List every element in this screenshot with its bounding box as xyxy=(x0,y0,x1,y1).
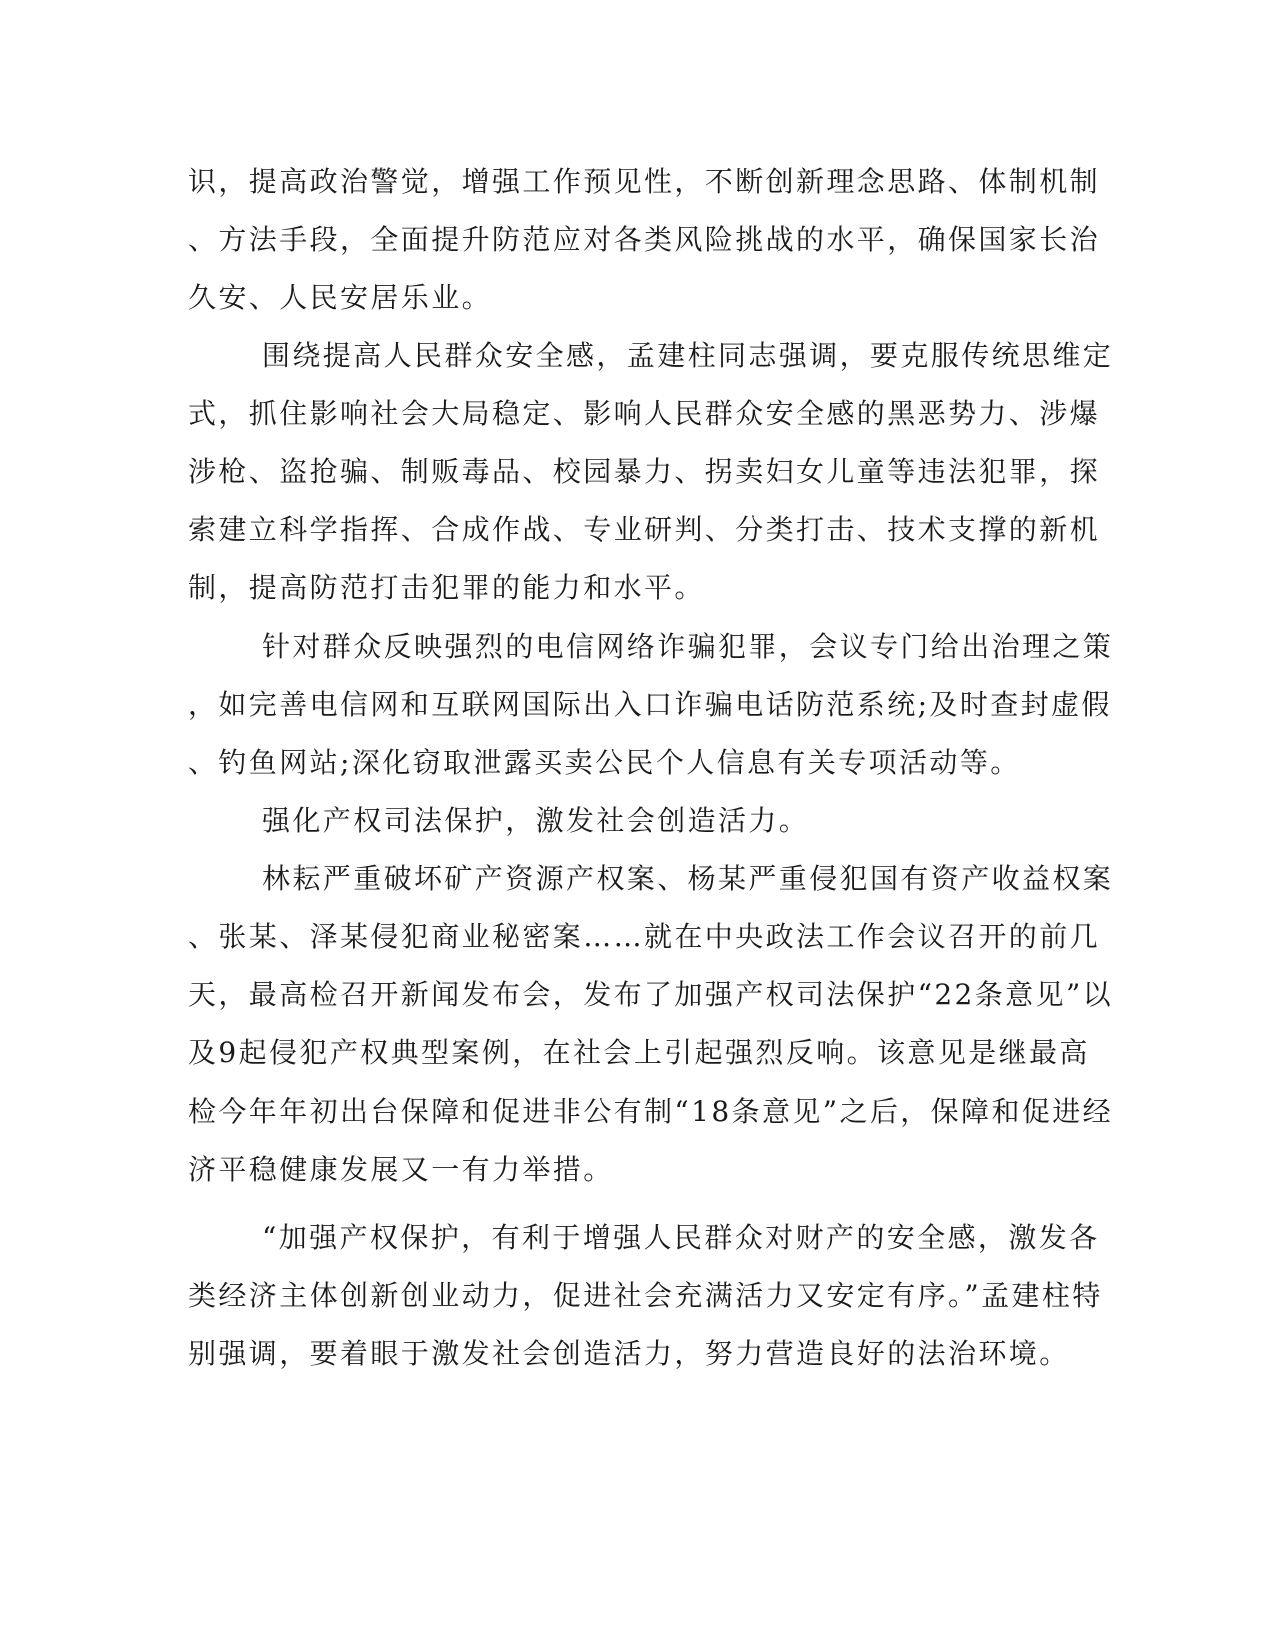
text-line: 、张某、泽某侵犯商业秘密案……就在中央政法工作会议召开的前几 xyxy=(188,920,1101,953)
paragraph-first-line: 强化产权司法保护，激发社会创造活力。 xyxy=(262,804,810,837)
text-line: 济平稳健康发展又一有力举措。 xyxy=(188,1153,614,1186)
text-line: 、钓鱼网站;深化窃取泄露买卖公民个人信息有关专项活动等。 xyxy=(188,746,1021,779)
text-line: 别强调，要着眼于激发社会创造活力，努力营造良好的法治环境。 xyxy=(188,1337,1070,1370)
text-line: 类经济主体创新创业动力，促进社会充满活力又安定有序。”孟建柱特 xyxy=(188,1279,1103,1312)
text-line: 制，提高防范打击犯罪的能力和水平。 xyxy=(188,571,705,604)
text-line: 检今年年初出台保障和促进非公有制“18条意见”之后，保障和促进经 xyxy=(188,1095,1114,1128)
paragraph-first-line: “加强产权保护，有利于增强人民群众对财产的安全感，激发各 xyxy=(262,1221,1100,1254)
paragraph-first-line: 林耘严重破坏矿产资源产权案、杨某严重侵犯国有资产收益权案 xyxy=(262,862,1114,895)
text-line: 索建立科学指挥、合成作战、专业研判、分类打击、技术支撑的新机 xyxy=(188,513,1101,546)
text-line: 天，最高检召开新闻发布会，发布了加强产权司法保护“22条意见”以 xyxy=(188,978,1114,1011)
paragraph-first-line: 针对群众反映强烈的电信网络诈骗犯罪，会议专门给出治理之策 xyxy=(262,630,1114,663)
text-line: 涉枪、盗抢骗、制贩毒品、校园暴力、拐卖妇女儿童等违法犯罪，探 xyxy=(188,455,1101,488)
text-line: 久安、人民安居乐业。 xyxy=(188,281,493,314)
paragraph-first-line: 围绕提高人民群众安全感，孟建柱同志强调，要克服传统思维定 xyxy=(262,339,1114,372)
text-line: ，如完善电信网和互联网国际出入口诈骗电话防范系统;及时查封虚假 xyxy=(188,688,1112,721)
text-line: 式，抓住影响社会大局稳定、影响人民群众安全感的黑恶势力、涉爆 xyxy=(188,397,1101,430)
text-line: 、方法手段，全面提升防范应对各类风险挑战的水平，确保国家长治 xyxy=(188,223,1101,256)
text-line: 识，提高政治警觉，增强工作预见性，不断创新理念思路、体制机制 xyxy=(188,165,1101,198)
text-line: 及9起侵犯产权典型案例，在社会上引起强烈反响。该意见是继最高 xyxy=(188,1036,1090,1069)
